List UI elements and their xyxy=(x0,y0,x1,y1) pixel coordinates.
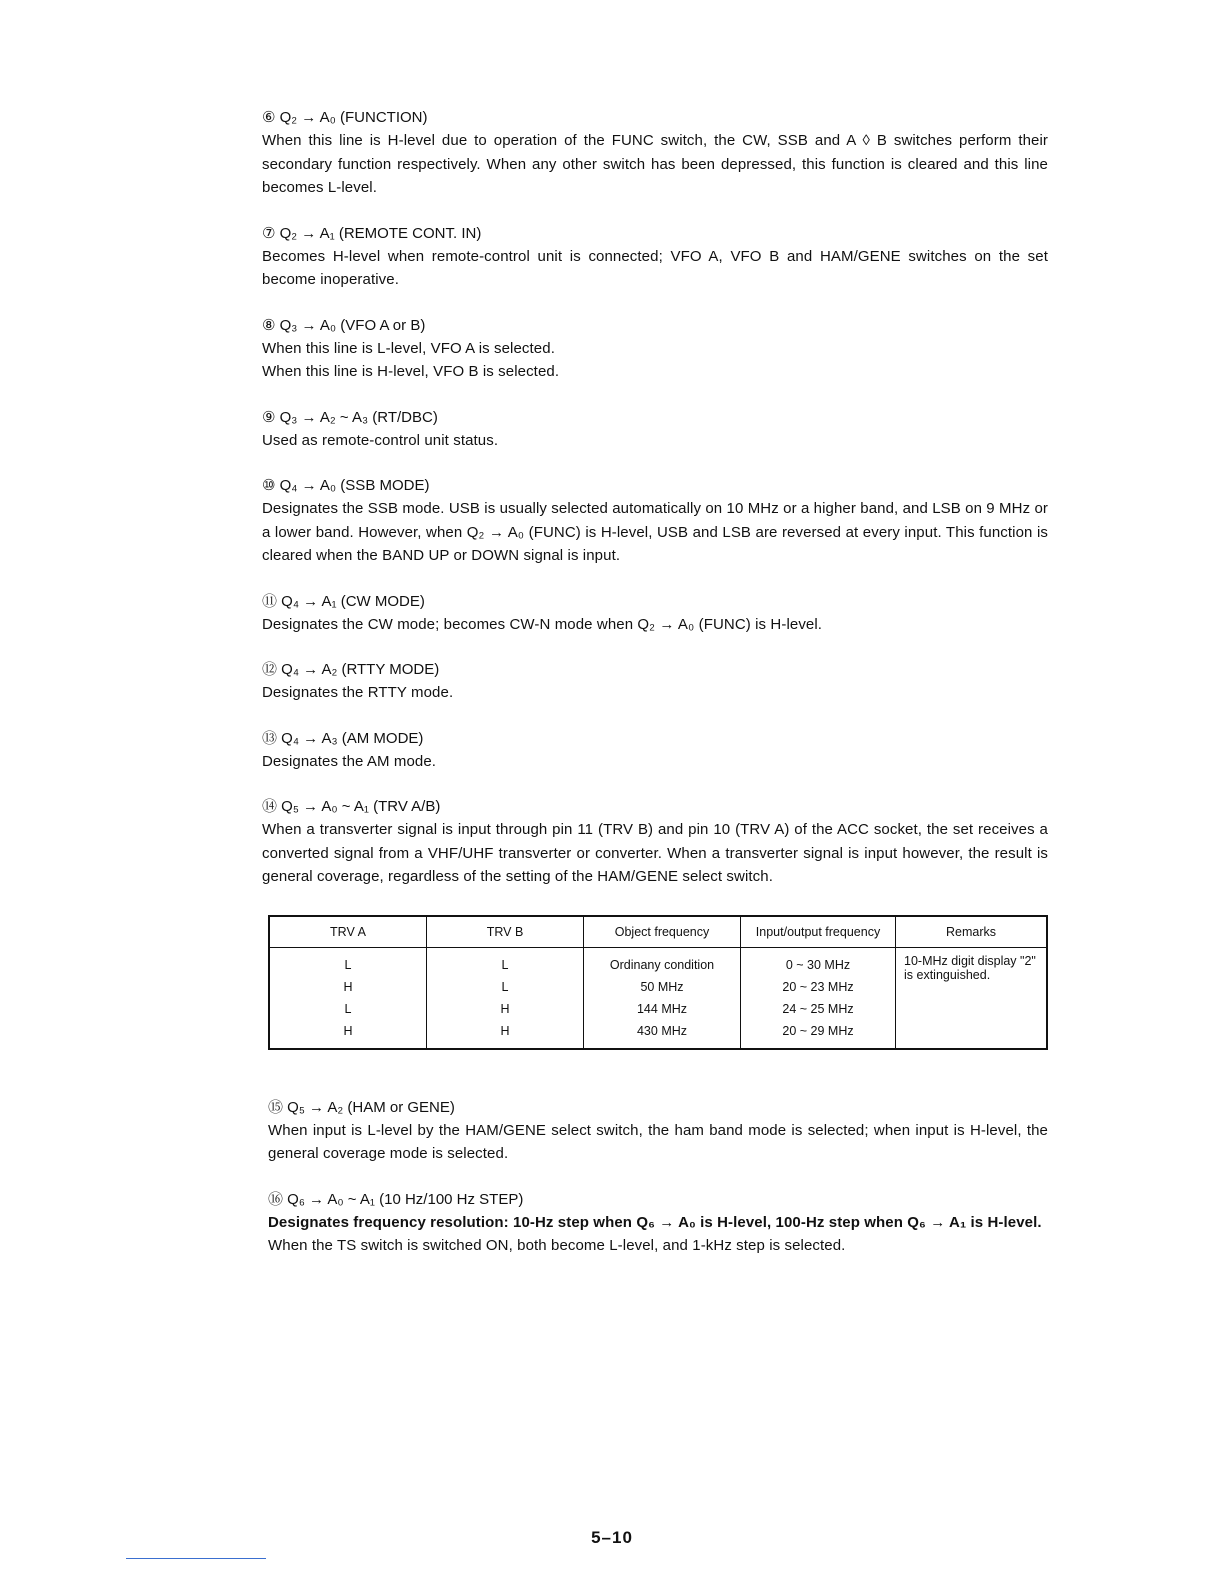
table-cell: H xyxy=(269,1020,427,1049)
section-am-mode xyxy=(262,727,1048,774)
section-heading: ⑩ Q₄ → A₀ (SSB MODE) xyxy=(262,477,430,494)
section-heading: ⑧ Q₃ → A₀ (VFO A or B) xyxy=(262,316,426,334)
section-heading: ⑮ Q₅ → A₂ (HAM or GENE) xyxy=(268,1098,455,1116)
table-cell: Ordinany condition xyxy=(584,947,741,976)
table-cell: 430 MHz xyxy=(584,1020,741,1049)
section-step xyxy=(268,1188,1048,1258)
section-ham-or-gene xyxy=(268,1096,1048,1166)
section-rtty-mode xyxy=(262,658,1048,705)
section-heading: ⑨ Q₃ → A₂ ~ A₃ (RT/DBC) xyxy=(262,408,438,426)
header-remarks: Remarks xyxy=(896,916,1048,948)
section-rt-dbc xyxy=(262,406,1048,453)
section-heading: ⑦ Q₂ → A₁ (REMOTE CONT. IN) xyxy=(262,224,482,242)
table-cell: H xyxy=(427,1020,584,1049)
table-cell: 0 ~ 30 MHz xyxy=(741,947,896,976)
footer-rule xyxy=(126,1558,266,1559)
table-cell: L xyxy=(269,947,427,976)
section-text: Becomes H-level when remote-control unit is connected; VFO A, VFO B and HAM/GENE switches on the set become inoperative. xyxy=(262,247,1048,288)
section-heading: ⑫ Q₄ → A₂ (RTTY MODE) xyxy=(262,661,440,678)
table-cell: 24 ~ 25 MHz xyxy=(741,998,896,1020)
table-cell: 20 ~ 23 MHz xyxy=(741,976,896,998)
section-text: When input is L-level by the HAM/GENE select switch, the ham band mode is selected; when input is H-level, the general coverage mode is selected. xyxy=(268,1121,1048,1162)
section-text: Designates the RTTY mode. xyxy=(262,684,454,701)
section-text: When a transverter signal is input through pin 11 (TRV B) and pin 10 (TRV A) of the ACC socket, the set receives a converted signal from a VHF/UHF transverter or converter. When a transverter signal is input however, the result is general coverage, regardless of the setting of the HAM/GENE select switch. xyxy=(262,821,1048,885)
section-text: When this line is H-level, VFO B is selected. xyxy=(262,363,560,380)
section-heading: ⑬ Q₄ → A₃ (AM MODE) xyxy=(262,729,424,747)
section-text: When the TS switch is switched ON, both become L-level, and 1-kHz step is selected. xyxy=(268,1237,846,1254)
table-cell: H xyxy=(427,998,584,1020)
remarks-cell: 10-MHz digit display "2" is extinguished. xyxy=(896,947,1048,1049)
table-cell: 50 MHz xyxy=(584,976,741,998)
section-remote-cont-in xyxy=(262,222,1048,292)
section-text: Designates the SSB mode. USB is usually selected automatically on 10 MHz or a higher band, and LSB on 9 MHz or a lower band. However, when Q₂ → A₀ (FUNC) is H-level, USB and LSB are reversed at every input. This function is cleared when the BAND UP or DOWN signal is input. xyxy=(262,500,1048,564)
section-text: When this line is L-level, VFO A is selected. xyxy=(262,339,555,357)
table-cell: 144 MHz xyxy=(584,998,741,1020)
section-cw-mode xyxy=(262,590,1048,637)
trv-table xyxy=(268,915,1048,1050)
section-text: Designates frequency resolution: 10-Hz step when Q₆ → A₀ is H-level, 100-Hz step when Q₆ → A₁ is H-level. xyxy=(268,1213,1042,1231)
header-object-frequency: Object frequency xyxy=(584,916,741,948)
document-content xyxy=(262,106,1048,1280)
section-trv-a-b xyxy=(262,795,1048,889)
header-io-frequency: Input/output frequency xyxy=(741,916,896,948)
section-vfo-a-or-b xyxy=(262,314,1048,384)
table-row xyxy=(269,947,1047,976)
table-cell: L xyxy=(427,947,584,976)
table-cell: L xyxy=(427,976,584,998)
table-cell: L xyxy=(269,998,427,1020)
header-trv-a: TRV A xyxy=(269,916,427,948)
table-cell: 20 ~ 29 MHz xyxy=(741,1020,896,1049)
table-header-row xyxy=(269,916,1047,948)
table-cell: H xyxy=(269,976,427,998)
section-text: Designates the AM mode. xyxy=(262,752,437,770)
section-function xyxy=(262,106,1048,200)
section-heading: ⑭ Q₅ → A₀ ~ A₁ (TRV A/B) xyxy=(262,798,441,815)
section-heading: ⑪ Q₄ → A₁ (CW MODE) xyxy=(262,592,425,610)
section-heading: ⑯ Q₆ → A₀ ~ A₁ (10 Hz/100 Hz STEP) xyxy=(268,1190,524,1208)
page-number: 5–10 xyxy=(591,1528,633,1547)
section-ssb-mode xyxy=(262,474,1048,568)
section-heading: ⑥ Q₂ → A₀ (FUNCTION) xyxy=(262,109,428,126)
section-text: Used as remote-control unit status. xyxy=(262,431,499,449)
section-text: When this line is H-level due to operation of the FUNC switch, the CW, SSB and A ◊ B switches perform their secondary function respectively. When any other switch has been depressed, this function is cleared and this line becomes L-level. xyxy=(262,132,1048,196)
header-trv-b: TRV B xyxy=(427,916,584,948)
section-text: Designates the CW mode; becomes CW-N mode when Q₂ → A₀ (FUNC) is H-level. xyxy=(262,615,823,633)
